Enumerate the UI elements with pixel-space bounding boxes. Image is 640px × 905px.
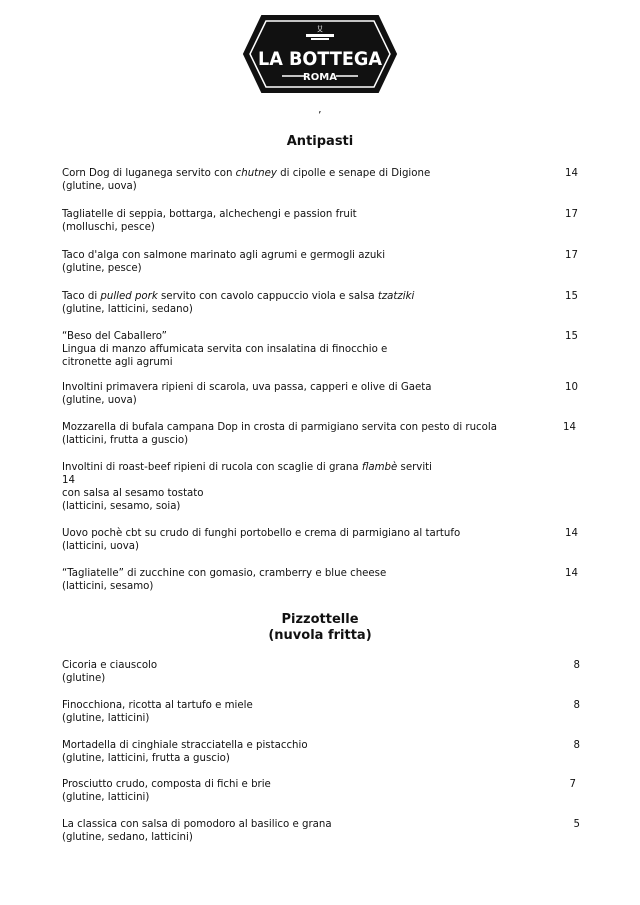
text: (glutine, pesce): [62, 263, 142, 274]
menu-item: [62, 421, 582, 447]
allergen-line: [62, 752, 582, 765]
menu-item: [62, 778, 582, 804]
price: 14: [563, 422, 576, 433]
section-subtitle-pizzottelle: (nuvola fritta): [268, 628, 372, 643]
price: 17: [565, 250, 578, 261]
allergen-line: [62, 712, 582, 725]
text: Taco di: [62, 291, 101, 302]
allergen-line: [62, 180, 582, 193]
description-line: [62, 527, 582, 540]
description-line: [62, 699, 582, 712]
text: (glutine, latticini): [62, 792, 150, 803]
text: (glutine, sedano, latticini): [62, 832, 193, 843]
logo-title: LA BOTTEGA: [258, 48, 383, 70]
text: (glutine, latticini, frutta a guscio): [62, 753, 230, 764]
text: di cipolle e senape di Digione: [276, 168, 431, 179]
text: (glutine): [62, 673, 106, 684]
price: 15: [565, 331, 578, 342]
text: (glutine, uova): [62, 395, 137, 406]
text: Prosciutto crudo, composta di fichi e brie: [62, 779, 271, 790]
description-line: [62, 356, 582, 369]
description-line: [62, 778, 582, 791]
logo: [0, 10, 640, 98]
menu-item: [62, 208, 582, 234]
section-title-pizzottelle: Pizzottelle: [281, 612, 359, 627]
description-line: [62, 474, 582, 487]
text: Taco d'alga con salmone marinato agli agrumi e germogli azuki: [62, 250, 386, 261]
text: (glutine, uova): [62, 181, 137, 192]
menu-item: [62, 461, 582, 513]
svg-text:⟆⟅: ⟆⟅: [317, 25, 323, 33]
description-line: [62, 739, 582, 752]
price: 14: [565, 568, 578, 579]
italic-text: flambè: [361, 462, 398, 473]
description-line: [62, 461, 582, 474]
text: “Tagliatelle” di zucchine con gomasio, cramberry e blue cheese: [62, 568, 387, 579]
description-line: [62, 290, 582, 303]
text: La classica con salsa di pomodoro al basilico e grana: [62, 819, 332, 830]
text: con salsa al sesamo tostato: [62, 488, 204, 499]
description-line: [62, 249, 582, 262]
allergen-line: [62, 262, 582, 275]
text: Mortadella di cinghiale stracciatella e pistacchio: [62, 740, 308, 751]
menu-item: [62, 527, 582, 553]
text: serviti: [397, 462, 432, 473]
text: servito con cavolo cappuccio viola e salsa: [157, 291, 378, 302]
text: 14: [62, 475, 75, 486]
menu-item: [62, 739, 582, 765]
la-bottega-logo: [240, 10, 400, 98]
description-line: [62, 208, 582, 221]
description-line: [62, 567, 582, 580]
menu-item: [62, 249, 582, 275]
text: Involtini di roast-beef ripieni di rucola con scaglie di grana: [62, 462, 362, 473]
text: Involtini primavera ripieni di scarola, uva passa, capperi e olive di Gaeta: [62, 382, 432, 393]
description-line: [62, 381, 582, 394]
section-title-antipasti: Antipasti: [286, 134, 354, 149]
price: 8: [573, 740, 580, 751]
menu-item: [62, 290, 582, 316]
text: Lingua di manzo affumicata servita con insalatina di finocchio e: [62, 344, 388, 355]
italic-text: chutney: [235, 168, 277, 179]
menu-item: [62, 567, 582, 593]
text: (latticini, uova): [62, 541, 139, 552]
description-line: [62, 330, 582, 343]
text: Mozzarella di bufala campana Dop in crosta di parmigiano servita con pesto di rucola: [62, 422, 497, 433]
mark: ’: [318, 109, 322, 122]
price: 5: [573, 819, 580, 830]
text: (glutine, latticini): [62, 713, 150, 724]
text: (latticini, sesamo): [62, 581, 154, 592]
text: citronette agli agrumi: [62, 357, 173, 368]
text: Finocchiona, ricotta al tartufo e miele: [62, 700, 253, 711]
description-line: [62, 167, 582, 180]
price: 7: [569, 779, 576, 790]
price: 15: [565, 291, 578, 302]
allergen-line: [62, 831, 582, 844]
description-line: [62, 421, 582, 434]
text: Cicoria e ciauscolo: [62, 660, 158, 671]
allergen-line: [62, 791, 582, 804]
menu-item: [62, 659, 582, 685]
price: 10: [565, 382, 578, 393]
allergen-line: [62, 500, 582, 513]
price: 8: [573, 700, 580, 711]
text: (molluschi, pesce): [62, 222, 155, 233]
text: (glutine, latticini, sedano): [62, 304, 193, 315]
logo-subtitle: ROMA: [303, 72, 337, 83]
allergen-line: [62, 221, 582, 234]
allergen-line: [62, 672, 582, 685]
price: 8: [573, 660, 580, 671]
italic-text: pulled pork: [100, 291, 158, 302]
italic-text: tzatziki: [377, 291, 415, 302]
text: “Beso del Caballero”: [62, 331, 167, 342]
price: 14: [565, 528, 578, 539]
description-line: [62, 818, 582, 831]
text: (latticini, frutta a guscio): [62, 435, 189, 446]
menu-item: [62, 818, 582, 844]
allergen-line: [62, 394, 582, 407]
menu-item: [62, 330, 582, 369]
text: (latticini, sesamo, soia): [62, 501, 181, 512]
menu-item: [62, 167, 582, 193]
text: Uovo pochè cbt su crudo di funghi portobello e crema di parmigiano al tartufo: [62, 528, 461, 539]
menu-item: [62, 699, 582, 725]
description-line: [62, 343, 582, 356]
price: 17: [565, 209, 578, 220]
allergen-line: [62, 434, 582, 447]
allergen-line: [62, 303, 582, 316]
text: Corn Dog di luganega servito con: [62, 168, 236, 179]
description-line: [62, 659, 582, 672]
price: 14: [565, 168, 578, 179]
text: Tagliatelle di seppia, bottarga, alchechengi e passion fruit: [62, 209, 357, 220]
description-line: [62, 487, 582, 500]
menu-item: [62, 381, 582, 407]
allergen-line: [62, 540, 582, 553]
allergen-line: [62, 580, 582, 593]
